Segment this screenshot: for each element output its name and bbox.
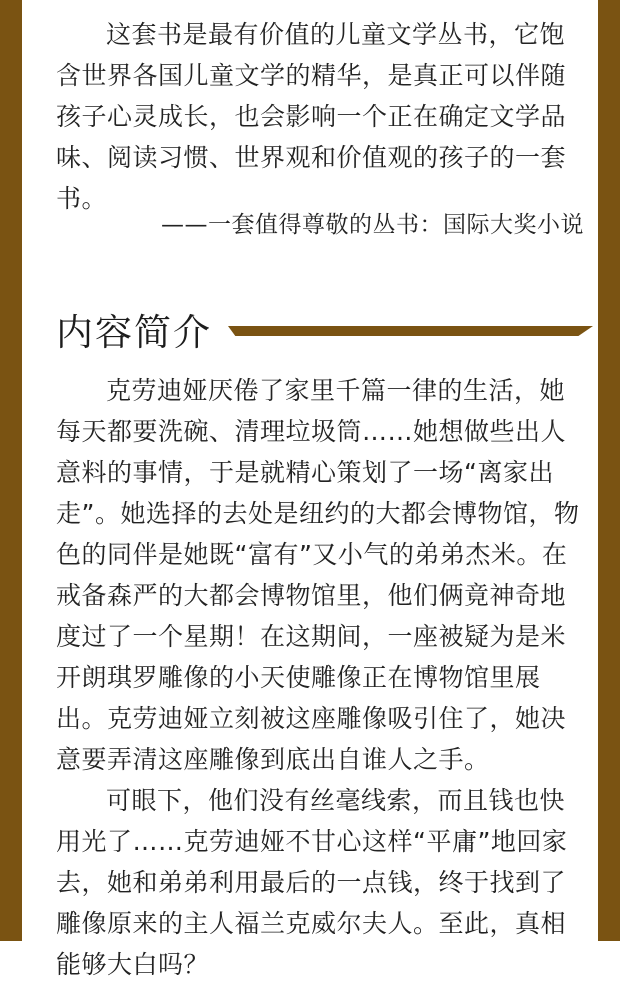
section-title: 内容简介 — [56, 311, 212, 354]
summary-block — [56, 370, 586, 985]
section-header — [56, 302, 556, 358]
right-border — [598, 0, 620, 941]
summary-paragraph: 可眼下，他们没有丝毫线索，而且钱也快用光了……克劳迪娅不甘心这样“平庸”地回家去，她和弟弟利用最后的一点钱，终于找到了雕像原来的主人福兰克威尔夫人。至此，真相能够大白吗？ — [56, 786, 568, 979]
intro-quote: ——一套值得尊敬的丛书：国际大奖小说 — [161, 212, 584, 238]
left-border — [0, 0, 22, 941]
section-title-bar — [228, 326, 593, 336]
intro-paragraph: 这套书是最有价值的儿童文学丛书，它饱含世界各国儿童文学的精华，是真正可以伴随孩子心灵成长，也会影响一个正在确定文学品味、阅读习惯、世界观和价值观的孩子的一套书。 — [56, 20, 567, 213]
summary-paragraph: 克劳迪娅厌倦了家里千篇一律的生活，她每天都要洗碗、清理垃圾筒……她想做些出人意料的事情，于是就精心策划了一场“离家出走”。她选择的去处是纽约的大都会博物馆，物色的同伴是她既“富有”又小气的弟弟杰米。在戒备森严的大都会博物馆里，他们俩竟神奇地度过了一个星期！在这期间，一座被疑为是米开朗琪罗雕像的小天使雕像正在博物馆里展出。克劳迪娅立刻被这座雕像吸引住了，她决意要弄清这座雕像到底出自谁人之手。 — [56, 376, 580, 774]
intro-block — [56, 14, 586, 219]
